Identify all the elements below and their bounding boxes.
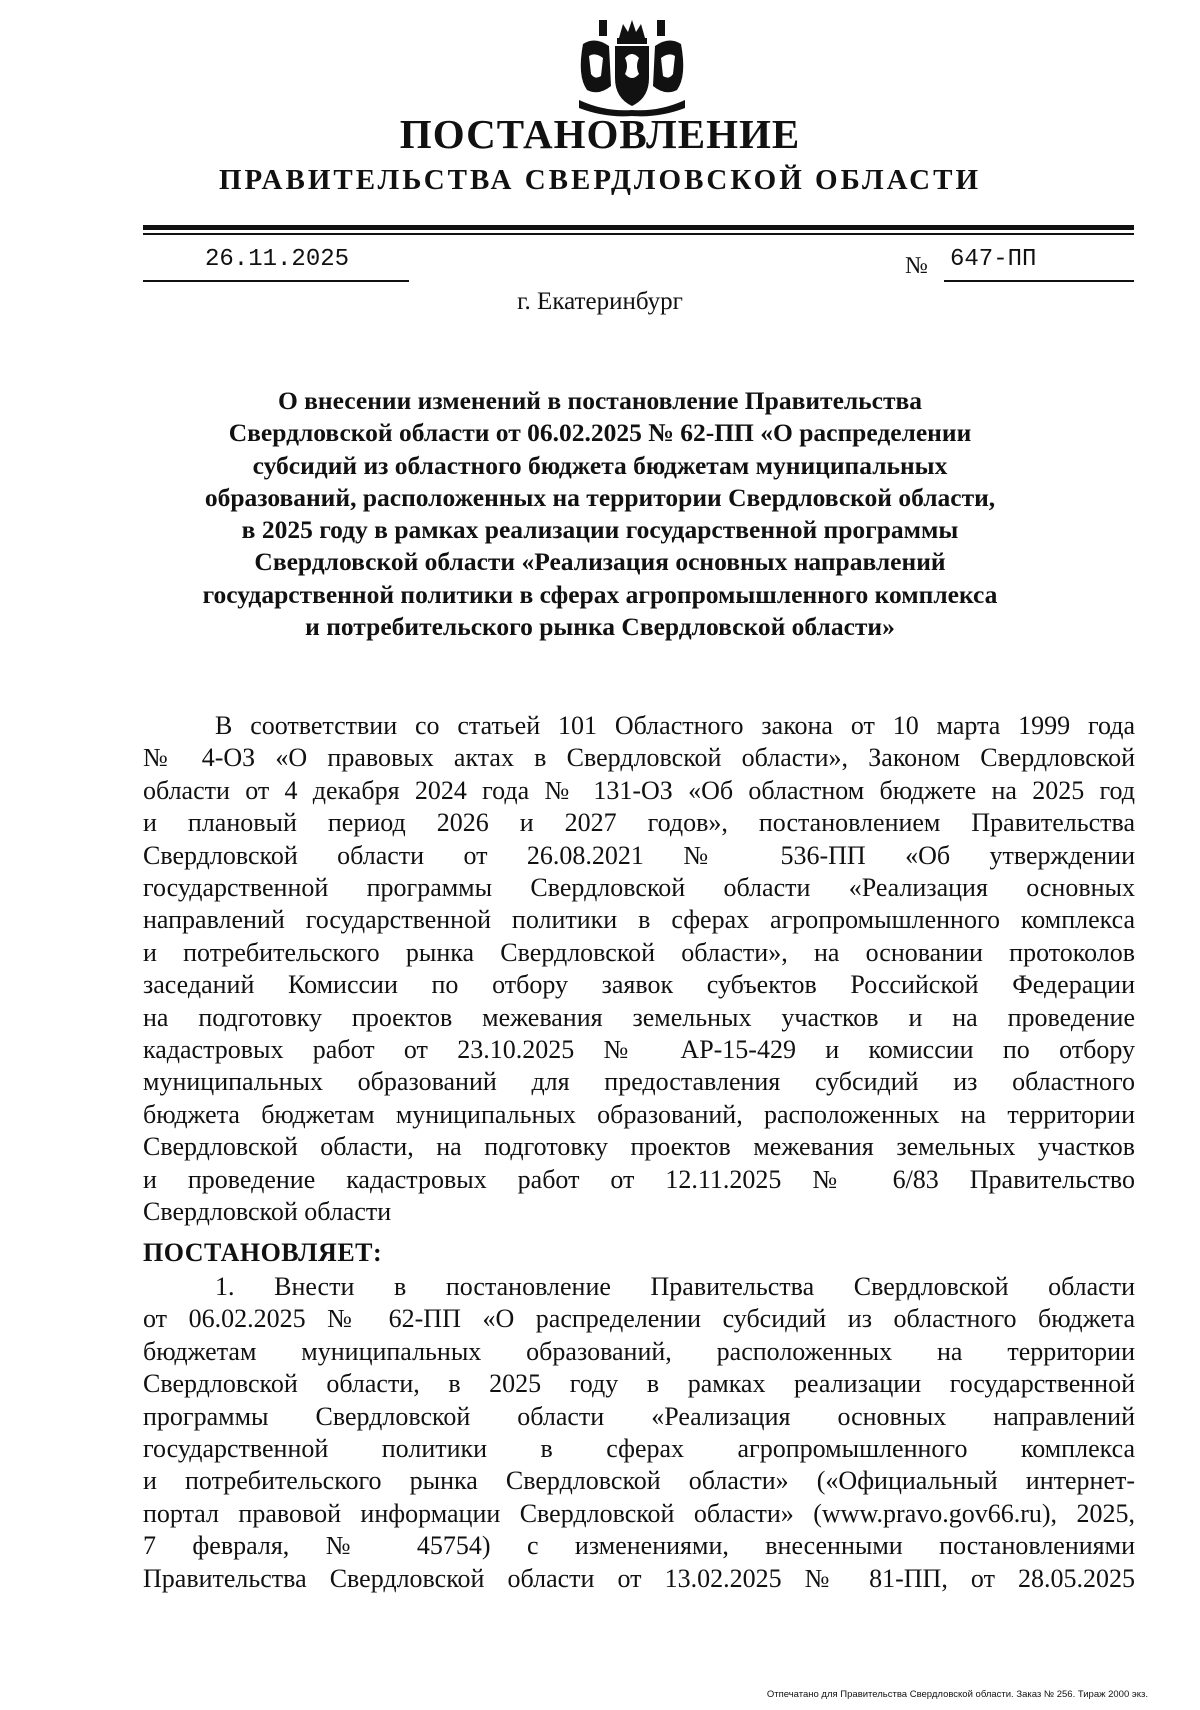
decree-keyword: ПОСТАНОВЛЯЕТ: — [143, 1238, 383, 1267]
paragraph-line: и проведение кадастровых работ от 12.11.2025 № 6/83 Правительство — [143, 1164, 1135, 1194]
paragraph-line: Свердловской области — [143, 1197, 392, 1227]
paragraph-line: портал правовой информации Свердловской области» (www.pravo.gov66.ru), 2025, — [143, 1498, 1135, 1528]
document-subtitle: ПРАВИТЕЛЬСТВА СВЕРДЛОВСКОЙ ОБЛАСТИ — [218, 164, 982, 196]
paragraph-line: государственной программы Свердловской области «Реализация основных — [143, 873, 1135, 903]
heading-line: Свердловской области от 06.02.2025 № 62-ПП «О распределении — [228, 418, 972, 448]
document-city: г. Екатеринбург — [517, 288, 683, 315]
paragraph-line: от 06.02.2025 № 62-ПП «О распределении субсидий из областного бюджета — [143, 1304, 1135, 1334]
paragraph-line: Правительства Свердловской области от 13.02.2025 № 81-ПП, от 28.05.2025 — [143, 1563, 1135, 1593]
paragraph-line: бюджета бюджетам муниципальных образований, расположенных на территории — [143, 1099, 1135, 1129]
paragraph-line: Свердловской области, в 2025 году в рамках реализации государственной — [143, 1369, 1135, 1399]
paragraph-line: на подготовку проектов межевания земельных участков и на проведение — [143, 1002, 1135, 1032]
number-underline — [944, 280, 1134, 282]
document-date: 26.11.2025 — [205, 246, 350, 273]
paragraph-line: государственной политики в сферах агропромышленного комплекса — [143, 1434, 1135, 1464]
header-divider-thin — [143, 233, 1134, 235]
paragraph-line: и потребительского рынка Свердловской области», на основании протоколов — [143, 937, 1135, 967]
paragraph-line: кадастровых работ от 23.10.2025 № АР-15-429 и комиссии по отбору — [143, 1035, 1135, 1065]
paragraph-line: Свердловской области, на подготовку проектов межевания земельных участков — [143, 1132, 1135, 1162]
heading-line: субсидий из областного бюджета бюджетам муниципальных — [252, 450, 948, 480]
paragraph-line: бюджетам муниципальных образований, расположенных на территории — [143, 1336, 1135, 1366]
paragraph-line: заседаний Комиссии по отбору заявок субъектов Российской Федерации — [143, 970, 1135, 1000]
paragraph-line: № 4-ОЗ «О правовых актах в Свердловской области», Законом Свердловской — [143, 743, 1135, 773]
clause-1-paragraph — [143, 1271, 1135, 1595]
document-heading — [170, 385, 1030, 643]
number-sign: № — [905, 253, 928, 279]
document-number: 647-ПП — [950, 246, 1037, 273]
paragraph-line: направлений государственной политики в сферах агропромышленного комплекса — [143, 905, 1135, 935]
paragraph-line: муниципальных образований для предоставления субсидий из областного — [143, 1067, 1135, 1097]
paragraph-line: Свердловской области от 26.08.2021 № 536-ПП «Об утверждении — [143, 840, 1135, 870]
document-title: ПОСТАНОВЛЕНИЕ — [399, 111, 801, 157]
heading-line: в 2025 году в рамках реализации государственной программы — [241, 515, 959, 545]
paragraph-line: 1. Внести в постановление Правительства Свердловской области — [215, 1272, 1135, 1301]
paragraph-line: программы Свердловской области «Реализация основных направлений — [143, 1401, 1135, 1431]
preamble-paragraph — [143, 710, 1135, 1229]
paragraph-line: и потребительского рынка Свердловской области» («Официальный интернет- — [143, 1466, 1135, 1496]
heading-line: и потребительского рынка Свердловской области» — [305, 612, 895, 642]
coat-of-arms-emblem — [565, 16, 699, 118]
heading-line: государственной политики в сферах агропромышленного комплекса — [202, 579, 998, 609]
heading-line: Свердловской области «Реализация основных направлений — [254, 547, 946, 577]
paragraph-line: области от 4 декабря 2024 года № 131-ОЗ «Об областном бюджете на 2025 год — [143, 775, 1135, 805]
heading-line: образований, расположенных на территории Свердловской области, — [204, 482, 996, 512]
header-divider-thick — [143, 225, 1134, 230]
paragraph-line: и плановый период 2026 и 2027 годов», постановлением Правительства — [143, 808, 1135, 838]
paragraph-line: В соответствии со статьей 101 Областного закона от 10 марта 1999 года — [215, 711, 1135, 740]
print-footer: Отпечатано для Правительства Свердловской области. Заказ № 256. Тираж 2000 экз. — [766, 1689, 1148, 1700]
date-underline — [143, 280, 409, 282]
heading-line: О внесении изменений в постановление Правительства — [277, 386, 923, 415]
paragraph-line: 7 февраля, № 45754) с изменениями, внесенными постановлениями — [143, 1531, 1135, 1561]
